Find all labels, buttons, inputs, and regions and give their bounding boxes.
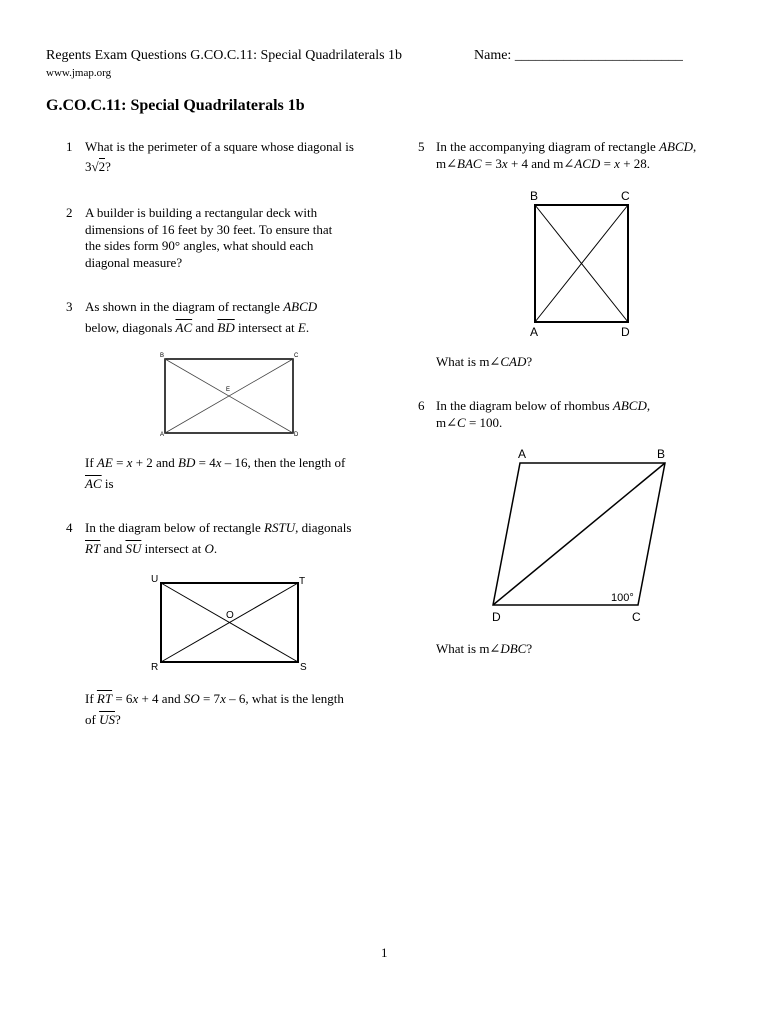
q3-label-c: C xyxy=(294,353,299,359)
page-number: 1 xyxy=(381,945,388,960)
q1-number: 1 xyxy=(66,139,73,154)
q5-text: In the accompanying diagram of rectangle ABCD, m∠BAC = 3x + 4 and m∠ACD = x + 28. xyxy=(436,139,697,171)
q6-diagonal-db xyxy=(493,463,665,605)
q3-number: 3 xyxy=(66,299,73,314)
q3-label-b: B xyxy=(160,353,165,359)
q3-label-d: D xyxy=(294,432,299,438)
q3-followup: If AE = x + 2 and BD = 4x – 16, then the length of $\overline{AC}$ is xyxy=(85,455,346,491)
q4-label-u: U xyxy=(151,574,159,585)
q2-number: 2 xyxy=(66,205,73,220)
q5-followup: What is m∠CAD? xyxy=(436,354,533,369)
q4-label-t: T xyxy=(299,576,306,587)
q4-rectangle-diagram xyxy=(148,572,318,672)
q4-label-s: S xyxy=(300,662,307,672)
q6-text: In the diagram below of rhombus ABCD, m∠C = 100. xyxy=(436,398,651,430)
q3-text: As shown in the diagram of rectangle ABCD below, diagonals $\overline{AC}$ and $\overline{BD}$ intersect at E. xyxy=(85,299,318,335)
site-url: www.jmap.org xyxy=(46,67,112,79)
page-heading: G.CO.C.11: Special Quadrilaterals 1b xyxy=(46,97,305,114)
q6-label-c: C xyxy=(632,610,641,624)
q6-number: 6 xyxy=(418,398,425,413)
q5-label-a: A xyxy=(530,325,539,338)
q4-label-o: O xyxy=(226,610,234,621)
q6-label-a: A xyxy=(518,447,527,461)
q6-angle-label: 100° xyxy=(611,592,634,604)
q3-rectangle-diagram xyxy=(150,348,310,440)
q4-label-r: R xyxy=(151,662,159,672)
q4-followup: If $\overline{RT} = 6x + 4$ and SO = 7x – 6, what is the length of $\overline{US}$? xyxy=(85,691,344,727)
q3-label-e: E xyxy=(226,387,231,393)
q5-rectangle-diagram xyxy=(520,186,640,338)
q5-label-c: C xyxy=(621,189,630,203)
q4-text: In the diagram below of rectangle RSTU, diagonals $\overline{RT}$ and $\overline{SU}$ intersect at O. xyxy=(85,520,352,556)
header-title: Regents Exam Questions G.CO.C.11: Special Quadrilaterals 1b xyxy=(46,48,403,63)
q5-label-b: B xyxy=(530,189,539,203)
q1-text: What is the perimeter of a square whose diagonal is 3√2? xyxy=(85,139,354,174)
name-field-label: Name: ________________________ xyxy=(474,48,683,63)
q3-label-a: A xyxy=(160,432,165,438)
q2-text: A builder is building a rectangular deck with dimensions of 16 feet by 30 feet. To ensure that the sides form 90° angles, what should each diagonal measure? xyxy=(85,205,333,270)
q6-rhombus-diagram xyxy=(480,443,680,628)
q5-label-d: D xyxy=(621,325,630,338)
q4-number: 4 xyxy=(66,520,73,535)
q6-followup: What is m∠DBC? xyxy=(436,641,533,656)
q5-number: 5 xyxy=(418,139,425,154)
q6-label-d: D xyxy=(492,610,501,624)
q6-label-b: B xyxy=(657,447,666,461)
